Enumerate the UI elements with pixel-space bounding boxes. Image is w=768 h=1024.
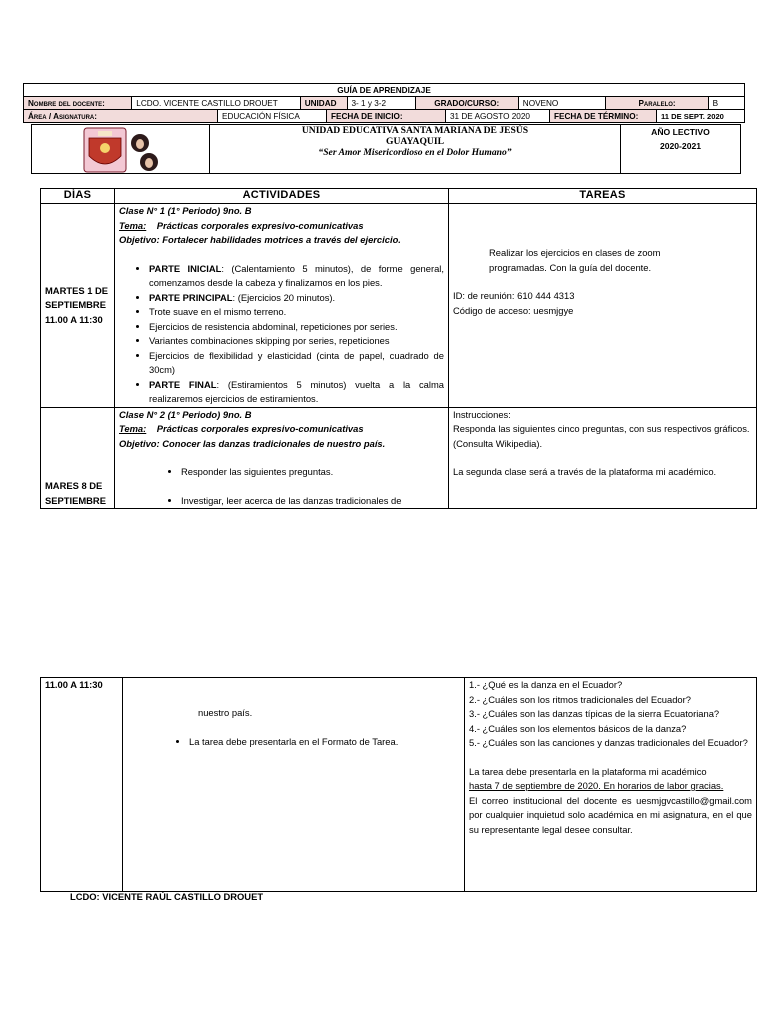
class1-b1-bold: PARTE INICIAL [149,262,222,274]
second-class-note: La segunda clase será a través de la plataforma mi académico. [453,466,717,477]
meeting-id: ID: de reunión: 610 444 4313 [453,290,575,301]
class1-day-line3: 11.00 A 11:30 [45,313,103,325]
school-block [31,124,741,174]
activities-table-continued [40,677,757,892]
class1-tema-label: Tema: [119,219,147,231]
grade-label: GRADO/CURSO: [415,97,518,110]
guide-title: GUÍA DE APRENDIZAJE [24,84,745,97]
class1-obj-label: Objetivo: [119,234,160,245]
class1-bullet: • Variantes combinaciones skipping por series, repeticiones [149,334,444,349]
class1-tema-text: Prácticas corporales expresivo-comunicativas [156,219,364,231]
header-table [23,83,745,110]
instructions-text: Responda las siguientes cinco preguntas, con sus respectivos gráficos. (Consulta Wikipedia). [453,423,750,449]
class2-tasks [449,407,757,509]
parallel-value: B [708,97,744,110]
start-value: 31 DE AGOSTO 2020 [446,110,550,123]
question-4: 4.- ¿Cuáles son los elementos básicos de la danza? [469,722,687,734]
class1-tasks [449,204,757,408]
unit-value: 3- 1 y 3-2 [347,97,415,110]
class2-activities [115,407,449,509]
class1-bullet: • Trote suave en el mismo terreno. [149,305,444,320]
class1-title: Clase N° 1 (1° Periodo) 9no. B [119,205,252,216]
unit-label: UNIDAD [300,97,347,110]
deadline-date: hasta 7 de septiembre de 2020. En horarios de labor gracias. [469,780,724,791]
class1-bullet: • Ejercicios de resistencia abdominal, repeticiones por series. [149,320,444,335]
instructions-title: Instrucciones: [453,408,511,420]
school-name: UNIDAD EDUCATIVA SANTA MARIANA DE JESÚS [301,125,529,136]
question-1: 1.- ¿Qué es la danza en el Ecuador? [469,679,623,690]
question-3: 3.- ¿Cuáles son las danzas típicas de la sierra Ecuatoriana? [469,708,720,719]
end-value: 11 DE SEPT. 2020 [657,110,745,123]
school-year-cell [621,125,741,174]
col-days: DÍAS [41,189,115,204]
class2-title: Clase N° 2 (1° Periodo) 9no. B [119,408,252,420]
class1-b7-bold: PARTE FINAL [149,378,217,390]
deadline-pre: La tarea debe presentarla en la plataforma mi académico [469,765,707,777]
teacher-email-note: El correo institucional del docente es uesmjgvcastillo@gmail.com por cualquier inquietud solo académica en mi asignatura, en el que su representante legal desee consultar. [469,794,752,835]
class1-obj-text: Fortalecer habilidades motrices a través del ejercicio. [162,234,401,245]
class1-day [41,204,115,408]
start-label: FECHA DE INICIO: [327,110,446,123]
class1-day-line1: MARTES 1 DE [45,284,109,296]
school-name-cell [210,125,621,174]
class2-obj-label: Objetivo: [119,437,160,449]
school-motto: “Ser Amor Misericordioso en el Dolor Humano” [318,147,512,158]
activities-table [40,188,757,509]
class2-day [41,407,115,509]
col-activities: ACTIVIDADES [115,189,449,204]
end-label: FECHA DE TÉRMINO: [550,110,657,123]
class1-day-line2: SEPTIEMBRE [45,299,106,310]
class2-tema-label: Tema: [119,423,147,434]
class2-obj-text: Conocer las danzas tradicionales de nuestro país. [162,437,386,449]
class1-activities [115,204,449,408]
school-year-label: AÑO LECTIVO [651,127,710,137]
signature: LCDO: VICENTE RAÚL CASTILLO DROUET [70,891,264,902]
page2-bullet: • La tarea debe presentarla en el Formato de Tarea. [189,735,460,750]
class1-b2-text: : (Ejercicios 20 minutos). [232,291,336,303]
header-row-area [23,109,745,123]
class1-b2-bold: PARTE PRINCIPAL [149,291,233,303]
school-city: GUAYAQUIL [386,136,444,147]
page2-tasks [465,678,757,892]
question-2: 2.- ¿Cuáles son los ritmos tradicionales del Ecuador? [469,693,691,705]
logo-cell [32,125,210,174]
class2-day-line2: SEPTIEMBRE [45,494,106,506]
school-year-value: 2020-2021 [659,141,702,151]
page2-activities [123,678,465,892]
class1-task-line1: Realizar los ejercicios en clases de zoom [489,247,661,258]
class1-b7-text: : (Estiramientos 5 minutos) vuelta a la calma realizaremos ejercicios de estiramientos. [149,378,445,404]
class1-b1-text: : (Calentamiento 5 minutos), de forme general, comenzamos desde la cabeza y finalizamos en los pies. [149,262,444,288]
area-value: EDUCACIÓN FÍSICA [218,110,327,123]
class2-bullet: • Investigar, leer acerca de las danzas tradicionales de [181,494,444,509]
col-tasks: TAREAS [449,189,757,204]
question-5: 5.- ¿Cuáles son las canciones y danzas tradicionales del Ecuador? [469,737,748,748]
class1-task-line2: programadas. Con la guía del docente. [489,261,652,273]
class2-bullet: • Responder las siguientes preguntas. [181,465,444,480]
class1-bullet [149,262,444,291]
page2-time: 11.00 A 11:30 [41,678,123,892]
class2-day-line1: MARES 8 DE [45,480,103,491]
class1-bullet [149,378,444,407]
teacher-label: Nombre del docente: [24,97,132,110]
school-crest-icon [82,126,162,174]
class1-bullet [149,291,444,306]
teacher-value: LCDO. VICENTE CASTILLO DROUET [132,97,300,110]
class2-tema-text: Prácticas corporales expresivo-comunicativas [156,423,364,434]
access-code: Código de acceso: uesmjgye [453,304,574,316]
class1-bullet: • Ejercicios de flexibilidad y elasticidad (cinta de papel, cuadrado de 30cm) [149,349,444,378]
area-label: Área / Asignatura: [24,110,218,123]
parallel-label: Paralelo: [606,97,708,110]
grade-value: NOVENO [518,97,606,110]
page2-b2-continued: nuestro país. [198,707,253,718]
